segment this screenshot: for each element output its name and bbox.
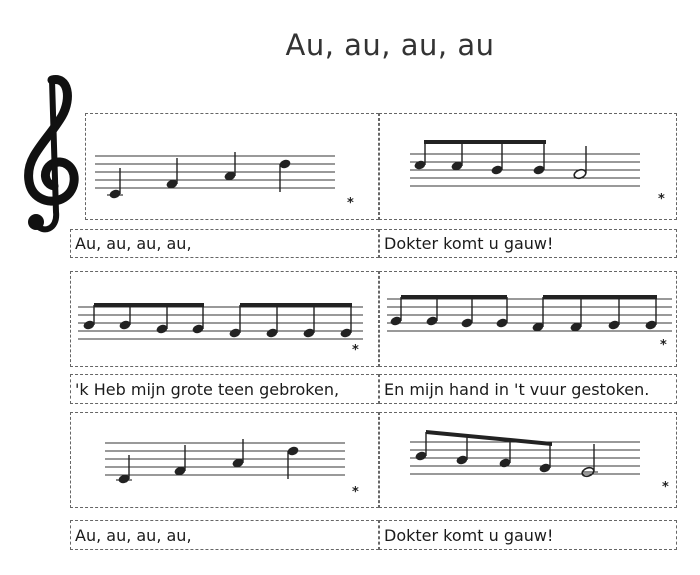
lyric-line-6: Dokter komt u gauw! (379, 520, 677, 550)
marker-asterisk: * (352, 343, 359, 358)
marker-asterisk: * (352, 485, 359, 500)
lyric-line-3: 'k Heb mijn grote teen gebroken, (70, 374, 379, 404)
music-staff (410, 140, 645, 190)
lyric-line-4: En mijn hand in 't vuur gestoken. (379, 374, 677, 404)
lyric-line-5: Au, au, au, au, (70, 520, 379, 550)
treble-clef-icon (12, 72, 84, 240)
music-staff (410, 428, 645, 480)
lyric-line-2: Dokter komt u gauw! (379, 229, 677, 258)
lyric-line-1: Au, au, au, au, (70, 229, 379, 258)
music-staff (105, 437, 350, 489)
music-staff (95, 150, 340, 202)
marker-asterisk: * (658, 192, 665, 207)
music-staff (387, 295, 677, 335)
marker-asterisk: * (660, 338, 667, 353)
music-staff (78, 303, 368, 343)
page-title: Au, au, au, au (285, 28, 495, 62)
marker-asterisk: * (662, 480, 669, 495)
marker-asterisk: * (347, 196, 354, 211)
